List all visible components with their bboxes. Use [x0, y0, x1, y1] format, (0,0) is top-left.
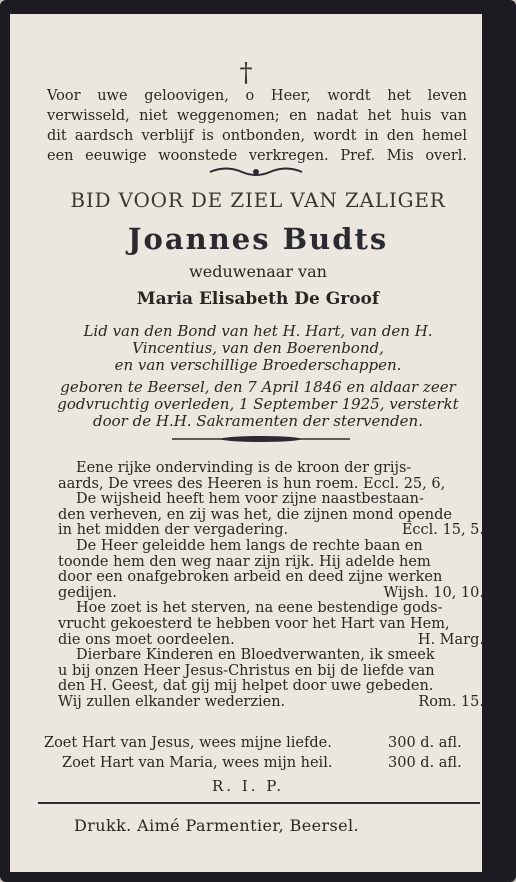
deceased-name: Joannes Budts [127, 222, 389, 256]
text-line: door een onafgebroken arbeid en deed zijne werken [58, 569, 443, 586]
divider-ornament-icon [172, 434, 350, 444]
spouse-name: Maria Elisabeth De Groof [136, 289, 380, 309]
intro-line: Voor uwe geloovigen, o Heer, wordt het leven [47, 88, 467, 104]
prayer-maria [62, 755, 332, 771]
text-line: Dierbare Kinderen en Bloedverwanten, ik smeek [76, 647, 435, 664]
membership-line: Vincentius, van den Boerenbond, [132, 339, 384, 357]
scripture-text [58, 461, 484, 711]
cross-icon: † [239, 58, 253, 88]
intro-line: een eeuwige woonstede verkregen. Pref. Mis overl. [47, 148, 467, 164]
top-ornament-icon [206, 165, 306, 179]
prayer-jesus [44, 735, 332, 751]
divider-rule [38, 802, 480, 804]
text-line: in het midden der vergadering. Eccl. 15, 5. [58, 522, 484, 539]
text-line: Eene rijke ondervinding is de kroon der grijs- [76, 460, 412, 476]
birth-death-line: geboren te Beersel, den 7 April 1846 en aldaar zeer [60, 378, 456, 396]
text-line: vrucht gekoesterd te hebben voor het Hart van Hem, [58, 615, 450, 632]
prayer-heading: BID VOOR DE ZIEL VAN ZALIGER [70, 188, 446, 212]
text-line: den verheven, en zij was het, die zijnen mond opende [58, 506, 452, 523]
birth-death-text [0, 379, 516, 430]
intro-verse [47, 86, 467, 166]
indulgence-jesus: 300 d. afl. [388, 735, 462, 751]
text-line: gedijen. Wijsh. 10, 10. [58, 584, 484, 601]
text-line: aards, De vrees des Heeren is hun roem. Eccl. 25, 6, [58, 475, 446, 492]
text-line: u bij onzen Heer Jesus-Christus en bij de liefde van [58, 662, 435, 679]
printer-credit: Drukk. Aimé Parmentier, Beersel. [74, 816, 360, 835]
intro-line: verwisseld, niet weggenomen; en nadat het huis van [47, 108, 467, 124]
text-line: De Heer geleidde hem langs de rechte baan en [76, 537, 423, 554]
text-line: toonde hem den weg naar zijn rijk. Hij adelde hem [58, 553, 431, 570]
membership-line: en van verschillige Broederschappen. [114, 356, 402, 374]
birth-death-line: door de H.H. Sakramenten der stervenden. [93, 412, 423, 430]
prayer-text: Zoet Hart van Maria, wees mijn heil. [62, 755, 333, 771]
indulgence-maria: 300 d. afl. [388, 755, 462, 771]
intro-line: dit aardsch verblijf is ontbonden, wordt in den hemel [47, 128, 467, 144]
membership-text [0, 323, 516, 374]
text-line: Wij zullen elkander wederzien. Rom. 15. [58, 693, 484, 710]
widower-label: weduwenaar van [189, 262, 327, 281]
birth-death-line: godvruchtig overleden, 1 September 1925, versterkt [57, 395, 459, 413]
membership-line: Lid van den Bond van het H. Hart, van den H. [83, 322, 433, 340]
text-line: den H. Geest, dat gij mij helpet door uwe gebeden. [58, 678, 434, 695]
text-line: Hoe zoet is het sterven, na eene bestendige gods- [76, 600, 443, 617]
text-line: De wijsheid heeft hem voor zijne naastbestaan- [76, 491, 424, 508]
prayer-text: Zoet Hart van Jesus, wees mijne liefde. [44, 735, 332, 751]
text-line: die ons moet oordeelen. H. Marg. [58, 631, 484, 648]
rip-text: R. I. P. [212, 777, 285, 795]
